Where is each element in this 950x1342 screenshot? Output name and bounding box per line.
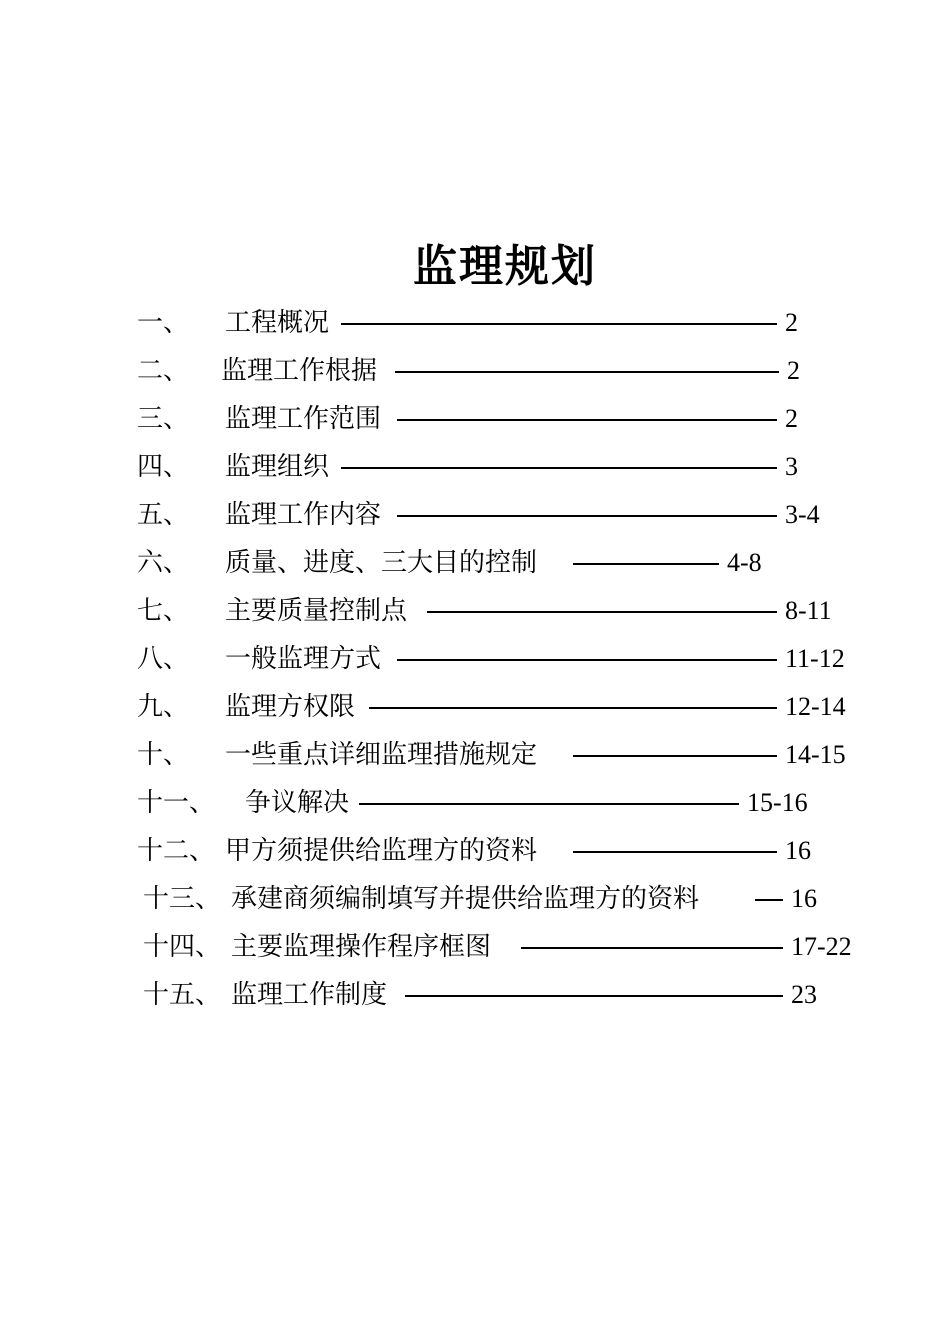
toc-entry-pages: 2	[785, 404, 798, 433]
toc-entry-number: 二、	[137, 356, 190, 386]
toc-entry-number: 八、	[137, 644, 190, 674]
toc-leader-line	[395, 371, 779, 373]
toc-entry	[143, 977, 843, 1013]
toc-entry	[137, 401, 837, 437]
toc-entry-title: 监理组织	[225, 452, 330, 482]
toc-entry-title: 监理工作制度	[231, 980, 388, 1010]
toc-leader-line	[369, 707, 777, 709]
toc-entry-pages: 14-15	[785, 740, 846, 769]
toc-entry-pages: 11-12	[785, 644, 845, 673]
toc-leader-line	[397, 515, 777, 517]
toc-entry-title: 一般监理方式	[225, 644, 382, 674]
toc-entry-title: 主要质量控制点	[225, 596, 408, 626]
toc-entry-title: 主要监理操作程序框图	[231, 932, 492, 962]
toc-leader-line	[341, 323, 777, 325]
toc-leader-line	[397, 659, 777, 661]
toc-entry-number: 三、	[137, 404, 190, 434]
toc-entry-title: 承建商须编制填写并提供给监理方的资料	[231, 884, 700, 914]
toc-entry-number: 五、	[137, 500, 190, 530]
toc-entry-pages: 3-4	[785, 500, 820, 529]
toc-entry-title: 一些重点详细监理措施规定	[225, 740, 538, 770]
toc-leader-line	[427, 611, 777, 613]
toc-entry	[137, 737, 857, 773]
toc-entry-title: 监理工作范围	[225, 404, 382, 434]
toc-leader-line	[341, 467, 777, 469]
toc-leader-line	[755, 899, 783, 901]
toc-entry	[137, 641, 857, 677]
toc-entry-number: 十四、	[143, 932, 222, 962]
toc-leader-line	[405, 995, 783, 997]
toc-entry-title: 工程概况	[225, 308, 330, 338]
toc-entry-title: 监理工作内容	[225, 500, 382, 530]
toc-entry-title: 监理方权限	[225, 692, 356, 722]
toc-entry-number: 十一、	[137, 788, 216, 818]
toc-entry-number: 十、	[137, 740, 190, 770]
toc-entry-pages: 17-22	[791, 932, 852, 961]
toc-entry-title: 争议解决	[245, 788, 350, 818]
toc-entry-title: 监理工作根据	[221, 356, 378, 386]
toc-entry-pages: 12-14	[785, 692, 846, 721]
toc-entry-pages: 4-8	[727, 548, 762, 577]
toc-entry	[137, 785, 857, 821]
toc-entry	[143, 881, 843, 917]
toc-entry-pages: 2	[787, 356, 800, 385]
toc-leader-line	[397, 419, 777, 421]
toc-entry-number: 一、	[137, 308, 190, 338]
toc-entry	[137, 593, 857, 629]
document-title: 监理规划	[413, 241, 597, 292]
toc-leader-line	[521, 947, 783, 949]
toc-entry-number: 十二、	[137, 836, 216, 866]
toc-leader-line	[573, 851, 777, 853]
toc-entry	[137, 689, 857, 725]
toc-leader-line	[359, 803, 739, 805]
toc-entry-pages: 15-16	[747, 788, 808, 817]
toc-entry-number: 十五、	[143, 980, 222, 1010]
toc-entry-pages: 8-11	[785, 596, 832, 625]
toc-entry	[143, 929, 863, 965]
toc-entry-number: 七、	[137, 596, 190, 626]
toc-entry-number: 九、	[137, 692, 190, 722]
toc-entry	[137, 449, 837, 485]
toc-entry	[137, 497, 837, 533]
toc-entry-title: 质量、进度、三大目的控制	[225, 548, 538, 578]
toc-entry	[137, 353, 837, 389]
toc-entry-number: 六、	[137, 548, 190, 578]
toc-entry-pages: 3	[785, 452, 798, 481]
toc-entry-pages: 16	[785, 836, 811, 865]
toc-entry	[137, 833, 857, 869]
toc-entry-title: 甲方须提供给监理方的资料	[225, 836, 538, 866]
toc-entry-pages: 2	[785, 308, 798, 337]
toc-leader-line	[573, 563, 719, 565]
toc-entry-number: 十三、	[143, 884, 222, 914]
toc-entry-number: 四、	[137, 452, 190, 482]
toc-entry	[137, 305, 837, 341]
toc-entry-pages: 23	[791, 980, 817, 1009]
toc-entry	[137, 545, 837, 581]
toc-leader-line	[573, 755, 777, 757]
toc-entry-pages: 16	[791, 884, 817, 913]
